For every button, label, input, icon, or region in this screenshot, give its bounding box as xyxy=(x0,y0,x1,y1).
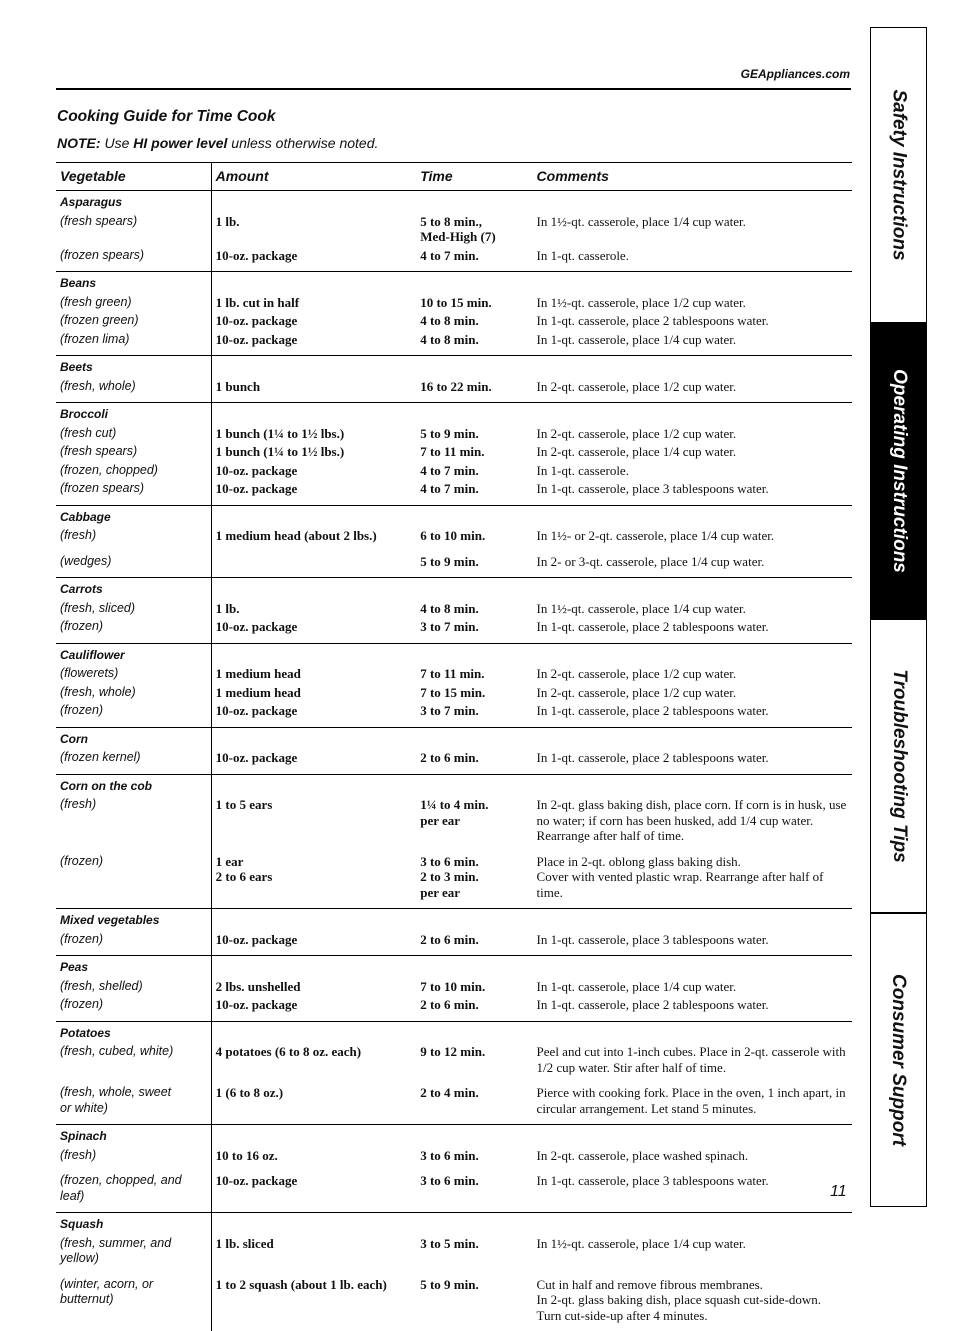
amount-cell: 1 medium head xyxy=(211,663,416,682)
amount-cell: 1 bunch xyxy=(211,376,416,403)
group-name-row xyxy=(56,356,852,376)
time-cell: 3 to 6 min. xyxy=(416,1145,532,1164)
column-header-comments: Comments xyxy=(533,163,852,191)
page-number: 11 xyxy=(830,1183,847,1201)
empty-cell xyxy=(211,403,416,423)
vegetable-form: (frozen) xyxy=(56,700,211,727)
vegetable-form: (fresh cut) xyxy=(56,423,211,442)
table-row xyxy=(56,310,852,329)
vegetable-name: Cauliflower xyxy=(56,643,211,663)
empty-cell xyxy=(416,356,532,376)
vegetable-name: Potatoes xyxy=(56,1021,211,1041)
empty-cell xyxy=(416,1021,532,1041)
vegetable-group xyxy=(56,1021,852,1125)
amount-cell: 10-oz. package xyxy=(211,329,416,356)
time-cell: 2 to 6 min. xyxy=(416,747,532,774)
site-url: GEAppliances.com xyxy=(741,67,850,81)
time-cell: 3 to 5 min. xyxy=(416,1233,532,1267)
vegetable-form: (fresh green) xyxy=(56,292,211,311)
table-row xyxy=(56,1041,852,1075)
vegetable-group xyxy=(56,191,852,272)
time-cell: 5 to 9 min. xyxy=(416,423,532,442)
vegetable-form: (frozen spears) xyxy=(56,478,211,505)
empty-cell xyxy=(416,272,532,292)
table-row xyxy=(56,1163,852,1213)
table-row xyxy=(56,478,852,505)
comments-cell: In 1-qt. casserole, place 2 tablespoons water. xyxy=(533,994,852,1021)
table-row xyxy=(56,211,852,245)
time-cell: 3 to 7 min. xyxy=(416,700,532,727)
vegetable-form: (frozen) xyxy=(56,616,211,643)
table-row xyxy=(56,245,852,272)
column-header-amount: Amount xyxy=(211,163,416,191)
amount-cell: 10-oz. package xyxy=(211,1163,416,1213)
empty-cell xyxy=(533,1213,852,1233)
table-row xyxy=(56,292,852,311)
vegetable-form: (frozen, chopped, and leaf) xyxy=(56,1163,211,1213)
vegetable-form: (frozen green) xyxy=(56,310,211,329)
table-row xyxy=(56,844,852,909)
header-rule xyxy=(56,88,851,90)
empty-cell xyxy=(211,1021,416,1041)
time-cell: 3 to 6 min. 2 to 3 min. per ear xyxy=(416,844,532,909)
vegetable-form: (frozen) xyxy=(56,844,211,909)
amount-cell: 10-oz. package xyxy=(211,616,416,643)
tab-label: Operating Instructions xyxy=(888,369,910,573)
time-cell: 7 to 15 min. xyxy=(416,682,532,701)
comments-cell: In 1-qt. casserole. xyxy=(533,245,852,272)
vegetable-form: (fresh spears) xyxy=(56,441,211,460)
vegetable-form: (fresh, cubed, white) xyxy=(56,1041,211,1075)
vegetable-form: (frozen spears) xyxy=(56,245,211,272)
time-cell: 5 to 9 min. xyxy=(416,544,532,578)
note-prefix: NOTE: xyxy=(57,135,101,151)
vegetable-form: (frozen lima) xyxy=(56,329,211,356)
vegetable-form: (fresh spears) xyxy=(56,211,211,245)
empty-cell xyxy=(533,191,852,211)
table-row xyxy=(56,994,852,1021)
amount-cell: 1 bunch (1¼ to 1½ lbs.) xyxy=(211,441,416,460)
comments-cell: In 2-qt. casserole, place 1/2 cup water. xyxy=(533,663,852,682)
empty-cell xyxy=(211,272,416,292)
empty-cell xyxy=(211,643,416,663)
table-row xyxy=(56,423,852,442)
vegetable-form: (fresh, sliced) xyxy=(56,598,211,617)
empty-cell xyxy=(416,774,532,794)
time-cell: 4 to 8 min. xyxy=(416,310,532,329)
tab-label: Consumer Support xyxy=(888,974,910,1146)
group-name-row xyxy=(56,1021,852,1041)
table-row xyxy=(56,441,852,460)
tab-label: Troubleshooting Tips xyxy=(888,669,910,863)
table-row xyxy=(56,794,852,844)
time-cell: 6 to 10 min. xyxy=(416,525,532,544)
table-row xyxy=(56,700,852,727)
empty-cell xyxy=(533,1125,852,1145)
comments-cell: In 2- or 3-qt. casserole, place 1/4 cup water. xyxy=(533,544,852,578)
comments-cell: In 1½-qt. casserole, place 1/4 cup water. xyxy=(533,598,852,617)
comments-cell: In 1-qt. casserole, place 3 tablespoons water. xyxy=(533,1163,852,1213)
vegetable-name: Mixed vegetables xyxy=(56,909,211,929)
comments-cell: Cut in half and remove fibrous membranes. In 2-qt. glass baking dish, place squash cut-side-down. Turn cut-side-up after 4 minutes. xyxy=(533,1267,852,1331)
cooking-guide-table xyxy=(56,162,852,1331)
empty-cell xyxy=(211,1213,416,1233)
tab-safety-instructions[interactable] xyxy=(870,27,927,323)
tab-consumer-support[interactable] xyxy=(870,913,927,1207)
vegetable-form: (fresh, whole) xyxy=(56,376,211,403)
vegetable-form: (fresh, whole, sweet or white) xyxy=(56,1075,211,1125)
comments-cell: In 1½-qt. casserole, place 1/2 cup water. xyxy=(533,292,852,311)
comments-cell: Pierce with cooking fork. Place in the oven, 1 inch apart, in circular arrangement. Let stand 5 minutes. xyxy=(533,1075,852,1125)
tab-operating-instructions[interactable] xyxy=(870,323,927,619)
vegetable-form: (frozen) xyxy=(56,994,211,1021)
comments-cell: In 1-qt. casserole, place 3 tablespoons water. xyxy=(533,478,852,505)
note-bold: HI power level xyxy=(133,135,227,151)
amount-cell xyxy=(211,544,416,578)
amount-cell: 1 medium head (about 2 lbs.) xyxy=(211,525,416,544)
vegetable-group xyxy=(56,505,852,578)
column-header-time: Time xyxy=(416,163,532,191)
comments-cell: In 2-qt. casserole, place washed spinach. xyxy=(533,1145,852,1164)
vegetable-group xyxy=(56,774,852,909)
empty-cell xyxy=(533,505,852,525)
amount-cell: 1 bunch (1¼ to 1½ lbs.) xyxy=(211,423,416,442)
comments-cell: In 1-qt. casserole, place 2 tablespoons water. xyxy=(533,616,852,643)
group-name-row xyxy=(56,774,852,794)
vegetable-form: (fresh, shelled) xyxy=(56,976,211,995)
vegetable-form: (flowerets) xyxy=(56,663,211,682)
table-row xyxy=(56,747,852,774)
group-name-row xyxy=(56,505,852,525)
vegetable-group xyxy=(56,403,852,506)
vegetable-form: (frozen kernel) xyxy=(56,747,211,774)
comments-cell: In 1-qt. casserole, place 2 tablespoons water. xyxy=(533,310,852,329)
comments-cell: In 1-qt. casserole. xyxy=(533,460,852,479)
empty-cell xyxy=(416,727,532,747)
comments-cell: In 1-qt. casserole, place 1/4 cup water. xyxy=(533,329,852,356)
amount-cell: 10-oz. package xyxy=(211,478,416,505)
vegetable-name: Peas xyxy=(56,956,211,976)
vegetable-form: (frozen) xyxy=(56,929,211,956)
table-row xyxy=(56,976,852,995)
group-name-row xyxy=(56,578,852,598)
comments-cell: In 1-qt. casserole, place 3 tablespoons water. xyxy=(533,929,852,956)
tab-troubleshooting-tips[interactable] xyxy=(870,619,927,913)
group-name-row xyxy=(56,643,852,663)
time-cell: 7 to 10 min. xyxy=(416,976,532,995)
amount-cell: 4 potatoes (6 to 8 oz. each) xyxy=(211,1041,416,1075)
vegetable-group xyxy=(56,956,852,1022)
empty-cell xyxy=(211,1125,416,1145)
table-row xyxy=(56,1075,852,1125)
group-name-row xyxy=(56,272,852,292)
vegetable-group xyxy=(56,909,852,956)
amount-cell: 10-oz. package xyxy=(211,460,416,479)
vegetable-name: Carrots xyxy=(56,578,211,598)
vegetable-name: Corn xyxy=(56,727,211,747)
group-name-row xyxy=(56,956,852,976)
vegetable-name: Squash xyxy=(56,1213,211,1233)
time-cell: 2 to 6 min. xyxy=(416,994,532,1021)
time-cell: 3 to 7 min. xyxy=(416,616,532,643)
amount-cell: 10-oz. package xyxy=(211,994,416,1021)
time-cell: 7 to 11 min. xyxy=(416,441,532,460)
group-name-row xyxy=(56,403,852,423)
comments-cell: In 1-qt. casserole, place 2 tablespoons water. xyxy=(533,747,852,774)
empty-cell xyxy=(211,774,416,794)
amount-cell: 10-oz. package xyxy=(211,310,416,329)
section-title: Cooking Guide for Time Cook xyxy=(57,108,275,126)
empty-cell xyxy=(211,727,416,747)
time-cell: 10 to 15 min. xyxy=(416,292,532,311)
vegetable-group xyxy=(56,727,852,774)
vegetable-name: Cabbage xyxy=(56,505,211,525)
vegetable-name: Beans xyxy=(56,272,211,292)
amount-cell: 10-oz. package xyxy=(211,245,416,272)
empty-cell xyxy=(416,909,532,929)
time-cell: 2 to 6 min. xyxy=(416,929,532,956)
empty-cell xyxy=(533,272,852,292)
empty-cell xyxy=(416,403,532,423)
table-header-row xyxy=(56,163,852,191)
group-name-row xyxy=(56,727,852,747)
comments-cell: In 2-qt. glass baking dish, place corn. If corn is in husk, use no water; if corn has been husked, add 1/4 cup water. Rearrange after half of time. xyxy=(533,794,852,844)
table-row xyxy=(56,544,852,578)
empty-cell xyxy=(416,578,532,598)
time-cell: 2 to 4 min. xyxy=(416,1075,532,1125)
vegetable-group xyxy=(56,356,852,403)
comments-cell: In 1½-qt. casserole, place 1/4 cup water. xyxy=(533,1233,852,1267)
empty-cell xyxy=(533,727,852,747)
amount-cell: 1 lb. sliced xyxy=(211,1233,416,1267)
table-row xyxy=(56,663,852,682)
table-row xyxy=(56,376,852,403)
empty-cell xyxy=(211,356,416,376)
empty-cell xyxy=(211,956,416,976)
vegetable-form: (fresh) xyxy=(56,1145,211,1164)
amount-cell: 1 ear 2 to 6 ears xyxy=(211,844,416,909)
comments-cell: In 1-qt. casserole, place 2 tablespoons water. xyxy=(533,700,852,727)
time-cell: 1¼ to 4 min. per ear xyxy=(416,794,532,844)
note-use: Use xyxy=(101,135,134,151)
empty-cell xyxy=(533,1021,852,1041)
amount-cell: 1 (6 to 8 oz.) xyxy=(211,1075,416,1125)
empty-cell xyxy=(416,1125,532,1145)
amount-cell: 1 lb. xyxy=(211,211,416,245)
empty-cell xyxy=(533,956,852,976)
vegetable-group xyxy=(56,272,852,356)
amount-cell: 10-oz. package xyxy=(211,929,416,956)
time-cell: 4 to 7 min. xyxy=(416,460,532,479)
table-row xyxy=(56,1267,852,1331)
comments-cell: Peel and cut into 1-inch cubes. Place in 2-qt. casserole with 1/2 cup water. Stir after half of time. xyxy=(533,1041,852,1075)
table-row xyxy=(56,1233,852,1267)
time-cell: 9 to 12 min. xyxy=(416,1041,532,1075)
vegetable-form: (fresh) xyxy=(56,794,211,844)
vegetable-group xyxy=(56,643,852,727)
table-row xyxy=(56,598,852,617)
time-cell: 4 to 7 min. xyxy=(416,245,532,272)
empty-cell xyxy=(211,909,416,929)
group-name-row xyxy=(56,909,852,929)
empty-cell xyxy=(416,643,532,663)
time-cell: 7 to 11 min. xyxy=(416,663,532,682)
vegetable-name: Asparagus xyxy=(56,191,211,211)
comments-cell: Place in 2-qt. oblong glass baking dish. Cover with vented plastic wrap. Rearrange after half of time. xyxy=(533,844,852,909)
vegetable-group xyxy=(56,578,852,644)
empty-cell xyxy=(533,578,852,598)
comments-cell: In 2-qt. casserole, place 1/2 cup water. xyxy=(533,376,852,403)
comments-cell: In 2-qt. casserole, place 1/2 cup water. xyxy=(533,423,852,442)
time-cell: 3 to 6 min. xyxy=(416,1163,532,1213)
vegetable-form: (fresh, summer, and yellow) xyxy=(56,1233,211,1267)
time-cell: 5 to 9 min. xyxy=(416,1267,532,1331)
table-row xyxy=(56,525,852,544)
vegetable-name: Beets xyxy=(56,356,211,376)
amount-cell: 1 to 5 ears xyxy=(211,794,416,844)
time-cell: 5 to 8 min., Med-High (7) xyxy=(416,211,532,245)
side-tabs xyxy=(870,27,927,1207)
comments-cell: In 2-qt. casserole, place 1/2 cup water. xyxy=(533,682,852,701)
amount-cell: 1 medium head xyxy=(211,682,416,701)
table-row xyxy=(56,460,852,479)
vegetable-group xyxy=(56,1125,852,1213)
empty-cell xyxy=(416,191,532,211)
amount-cell: 10 to 16 oz. xyxy=(211,1145,416,1164)
amount-cell: 1 lb. xyxy=(211,598,416,617)
vegetable-form: (wedges) xyxy=(56,544,211,578)
vegetable-group xyxy=(56,1213,852,1331)
comments-cell: In 2-qt. casserole, place 1/4 cup water. xyxy=(533,441,852,460)
vegetable-form: (frozen, chopped) xyxy=(56,460,211,479)
empty-cell xyxy=(533,643,852,663)
amount-cell: 1 to 2 squash (about 1 lb. each) xyxy=(211,1267,416,1331)
column-header-vegetable: Vegetable xyxy=(56,163,211,191)
vegetable-name: Broccoli xyxy=(56,403,211,423)
empty-cell xyxy=(533,774,852,794)
vegetable-form: (winter, acorn, or butternut) xyxy=(56,1267,211,1331)
table-row xyxy=(56,929,852,956)
amount-cell: 10-oz. package xyxy=(211,747,416,774)
empty-cell xyxy=(211,505,416,525)
group-name-row xyxy=(56,1213,852,1233)
table-row xyxy=(56,682,852,701)
time-cell: 4 to 7 min. xyxy=(416,478,532,505)
empty-cell xyxy=(533,403,852,423)
group-name-row xyxy=(56,1125,852,1145)
power-note xyxy=(57,135,378,151)
vegetable-form: (fresh, whole) xyxy=(56,682,211,701)
table-row xyxy=(56,616,852,643)
comments-cell: In 1-qt. casserole, place 1/4 cup water. xyxy=(533,976,852,995)
vegetable-name: Corn on the cob xyxy=(56,774,211,794)
empty-cell xyxy=(416,1213,532,1233)
amount-cell: 10-oz. package xyxy=(211,700,416,727)
group-name-row xyxy=(56,191,852,211)
vegetable-form: (fresh) xyxy=(56,525,211,544)
table-row xyxy=(56,329,852,356)
amount-cell: 1 lb. cut in half xyxy=(211,292,416,311)
vegetable-name: Spinach xyxy=(56,1125,211,1145)
time-cell: 16 to 22 min. xyxy=(416,376,532,403)
empty-cell xyxy=(416,956,532,976)
empty-cell xyxy=(533,356,852,376)
note-rest: unless otherwise noted. xyxy=(227,135,378,151)
empty-cell xyxy=(416,505,532,525)
comments-cell: In 1½-qt. casserole, place 1/4 cup water. xyxy=(533,211,852,245)
amount-cell: 2 lbs. unshelled xyxy=(211,976,416,995)
empty-cell xyxy=(211,578,416,598)
table-row xyxy=(56,1145,852,1164)
empty-cell xyxy=(211,191,416,211)
tab-label: Safety Instructions xyxy=(888,89,910,260)
time-cell: 4 to 8 min. xyxy=(416,329,532,356)
time-cell: 4 to 8 min. xyxy=(416,598,532,617)
empty-cell xyxy=(533,909,852,929)
comments-cell: In 1½- or 2-qt. casserole, place 1/4 cup water. xyxy=(533,525,852,544)
